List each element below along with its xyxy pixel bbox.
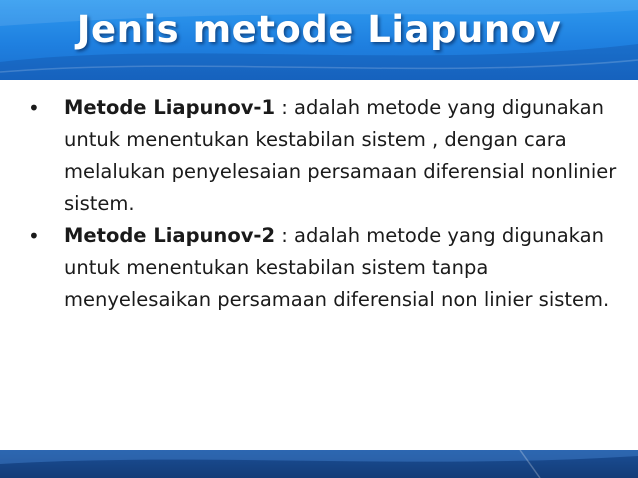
bullet-text: : adalah metode yang digunakan untuk menentukan kestabilan sistem , dengan cara melalukan penyelesaian persamaan diferensial nonlinier sistem. [64,96,617,215]
bullet-text: : adalah metode yang digunakan untuk menentukan kestabilan sistem tanpa menyelesaikan persamaan diferensial non linier sistem. [64,224,610,311]
bullet-icon: • [28,224,40,248]
bullet-item [28,220,618,316]
header-band [0,0,638,80]
bullet-term: Metode Liapunov-2 [64,224,276,247]
bullet-list [28,92,618,316]
bullet-item [28,92,618,220]
footer-decoration [0,450,638,478]
footer-band [0,450,638,478]
bullet-icon: • [28,96,40,120]
bullet-term: Metode Liapunov-1 [64,96,276,119]
slide-title: Jenis metode Liapunov [76,8,562,51]
